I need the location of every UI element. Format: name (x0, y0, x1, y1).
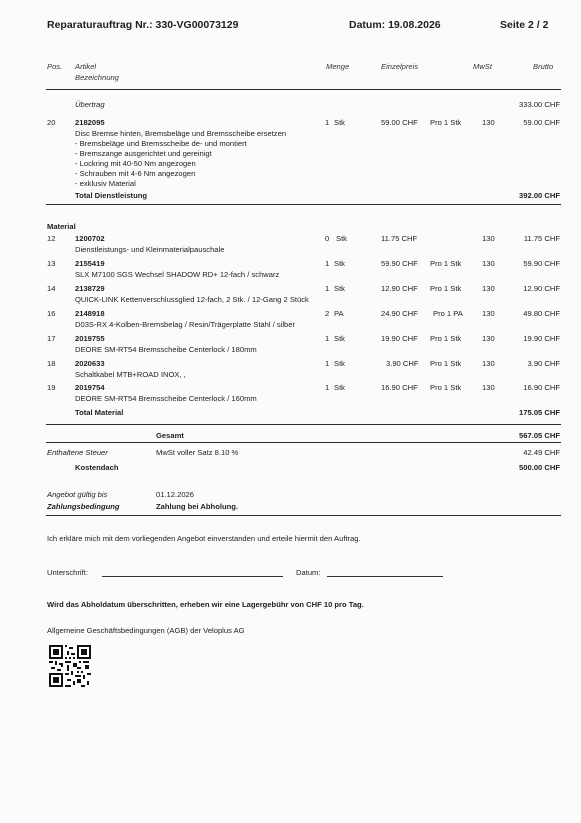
signature-date-label: Datum: (296, 568, 321, 577)
row-total: 3.90 CHF (527, 359, 560, 368)
row-qty: 1 (325, 334, 330, 343)
row-per: Pro 1 Stk (430, 118, 462, 127)
gesamt-amount: 567.05 CHF (519, 431, 560, 440)
kostendach-amount: 500.00 CHF (519, 463, 560, 472)
row-per: Pro 1 Stk (430, 334, 462, 343)
row-art: 1200702 (75, 234, 105, 243)
row-qty: 1 (325, 383, 330, 392)
service-line: - Bremsbeläge und Bremsscheibe de- und montiert (75, 139, 247, 148)
row-unit: Stk (334, 118, 345, 127)
row-pos: 16 (47, 309, 56, 318)
row-unit: PA (334, 309, 344, 318)
row-unit: Stk (334, 284, 345, 293)
row-price: 11.75 CHF (381, 234, 418, 243)
row-vat: 130 (482, 234, 495, 243)
service-line: - Schrauben mit 4-6 Nm angezogen (75, 169, 196, 178)
row-per: Pro 1 Stk (430, 284, 462, 293)
col-einzelpreis: Einzelpreis (381, 62, 419, 71)
row-qty: 1 (325, 259, 330, 268)
row-art: 2019754 (75, 383, 105, 392)
row-price: 3.90 CHF (386, 359, 419, 368)
row-vat: 130 (482, 309, 495, 318)
row-price: 16.90 CHF (381, 383, 418, 392)
total-service-label: Total Dienstleistung (75, 191, 148, 200)
row-qty: 1 (325, 118, 330, 127)
row-total: 19.90 CHF (523, 334, 560, 343)
kostendach-label: Kostendach (75, 463, 119, 472)
row-art: 2020633 (75, 359, 105, 368)
row-qty: 1 (325, 359, 330, 368)
payment-divider (46, 515, 561, 516)
row-vat: 130 (482, 359, 495, 368)
row-pos: 18 (47, 359, 56, 368)
row-pos: 12 (47, 234, 56, 243)
row-pos: 13 (47, 259, 56, 268)
document-date: Datum: 19.08.2026 (349, 19, 441, 31)
row-total: 11.75 CHF (523, 234, 560, 243)
row-pos: 20 (47, 118, 56, 127)
offer-valid-label: Angebot gültig bis (47, 490, 108, 499)
payment-value: Zahlung bei Abholung. (156, 502, 238, 511)
row-total: 12.90 CHF (523, 284, 560, 293)
row-vat: 130 (482, 334, 495, 343)
payment-label: Zahlungsbedingung (47, 502, 120, 511)
material-heading: Material (47, 222, 76, 231)
material-divider (46, 424, 561, 425)
total-service-amount: 392.00 CHF (519, 191, 560, 200)
row-vat: 130 (482, 259, 495, 268)
row-art: 2148918 (75, 309, 105, 318)
total-material-amount: 175.05 CHF (519, 408, 560, 417)
page-number: Seite 2 / 2 (500, 19, 549, 31)
tax-label: Enthaltene Steuer (47, 448, 108, 457)
row-pos: 19 (47, 383, 56, 392)
row-vat: 130 (482, 284, 495, 293)
row-vat: 130 (482, 118, 495, 127)
service-line: Disc Bremse hinten, Bremsbeläge und Bremsscheibe ersetzen (75, 129, 287, 138)
carryover-label: Übertrag (75, 100, 105, 109)
tax-amount: 42.49 CHF (523, 448, 560, 457)
row-qty: 1 (325, 284, 330, 293)
row-desc: Dienstleistungs- und Kleinmaterialpauschale (75, 245, 225, 254)
row-price: 12.90 CHF (381, 284, 418, 293)
col-bezeichnung: Bezeichnung (75, 73, 119, 82)
service-line: - Bremszange ausgerichtet und gereinigt (75, 149, 212, 158)
row-total: 59.00 CHF (523, 118, 560, 127)
document-title: Reparaturauftrag Nr.: 330-VG00073129 (47, 19, 239, 31)
row-unit: Stk (334, 383, 345, 392)
row-per: Pro 1 Stk (430, 383, 462, 392)
row-total: 49.80 CHF (523, 309, 560, 318)
col-artikel: Artikel (75, 62, 97, 71)
total-material-label: Total Material (75, 408, 124, 417)
row-total: 16.90 CHF (523, 383, 560, 392)
row-art: 2182095 (75, 118, 105, 127)
row-price: 59.90 CHF (381, 259, 418, 268)
signature-label: Unterschrift: (47, 568, 88, 577)
carryover-amount: 333.00 CHF (519, 100, 560, 109)
row-per: Pro 1 Stk (430, 359, 462, 368)
row-total: 59.90 CHF (523, 259, 560, 268)
row-desc: D03S-RX 4-Kolben-Bremsbelag / Resin/Trägerplatte Stahl / silber (75, 320, 296, 329)
col-brutto: Brutto (533, 62, 554, 71)
row-desc: Schaltkabel MTB+ROAD INOX, , (75, 370, 186, 379)
row-desc: DEORE SM-RT54 Bremsscheibe Centerlock / 180mm (75, 345, 257, 354)
row-price: 59.00 CHF (381, 118, 418, 127)
row-vat: 130 (482, 383, 495, 392)
row-unit: Stk (336, 234, 347, 243)
row-art: 2138729 (75, 284, 105, 293)
row-price: 19.90 CHF (381, 334, 418, 343)
col-mwst: MwSt (473, 62, 492, 71)
row-desc: DEORE SM-RT54 Bremsscheibe Centerlock / 160mm (75, 394, 257, 403)
service-divider (46, 204, 561, 205)
tax-desc: MwSt voller Satz 8.10 % (156, 448, 239, 457)
consent-text: Ich erkläre mich mit dem vorliegenden Angebot einverstanden und erteile hiermit den Auftrag. (47, 534, 361, 543)
row-unit: Stk (334, 359, 345, 368)
row-qty: 2 (325, 309, 330, 318)
row-per: Pro 1 PA (433, 309, 463, 318)
offer-valid-date: 01.12.2026 (156, 490, 195, 499)
row-pos: 17 (47, 334, 56, 343)
row-art: 2155419 (75, 259, 105, 268)
service-line: - exklusiv Material (75, 179, 136, 188)
gesamt-label: Gesamt (156, 431, 184, 440)
col-menge: Menge (326, 62, 350, 71)
col-pos: Pos. (47, 62, 63, 71)
signature-line[interactable] (102, 576, 283, 577)
service-line: - Lockring mit 40-50 Nm angezogen (75, 159, 196, 168)
header-divider (46, 89, 561, 90)
row-per: Pro 1 Stk (430, 259, 462, 268)
qr-code (49, 645, 91, 687)
row-unit: Stk (334, 259, 345, 268)
row-qty: 0 (325, 234, 330, 243)
gesamt-divider (46, 442, 561, 443)
row-price: 24.90 CHF (381, 309, 418, 318)
row-pos: 14 (47, 284, 56, 293)
row-unit: Stk (334, 334, 345, 343)
row-desc: SLX M7100 SGS Wechsel SHADOW RD+ 12-fach / schwarz (75, 270, 280, 279)
row-art: 2019755 (75, 334, 105, 343)
agb-text: Allgemeine Geschäftsbedingungen (AGB) der Veloplus AG (47, 626, 245, 635)
signature-date-line[interactable] (327, 576, 443, 577)
row-desc: QUICK-LINK Kettenverschlussglied 12-fach, 2 Stk. / 12-Gang 2 Stück (75, 295, 309, 304)
storage-notice: Wird das Abholdatum überschritten, erheben wir eine Lagergebühr von CHF 10 pro Tag. (47, 600, 364, 609)
